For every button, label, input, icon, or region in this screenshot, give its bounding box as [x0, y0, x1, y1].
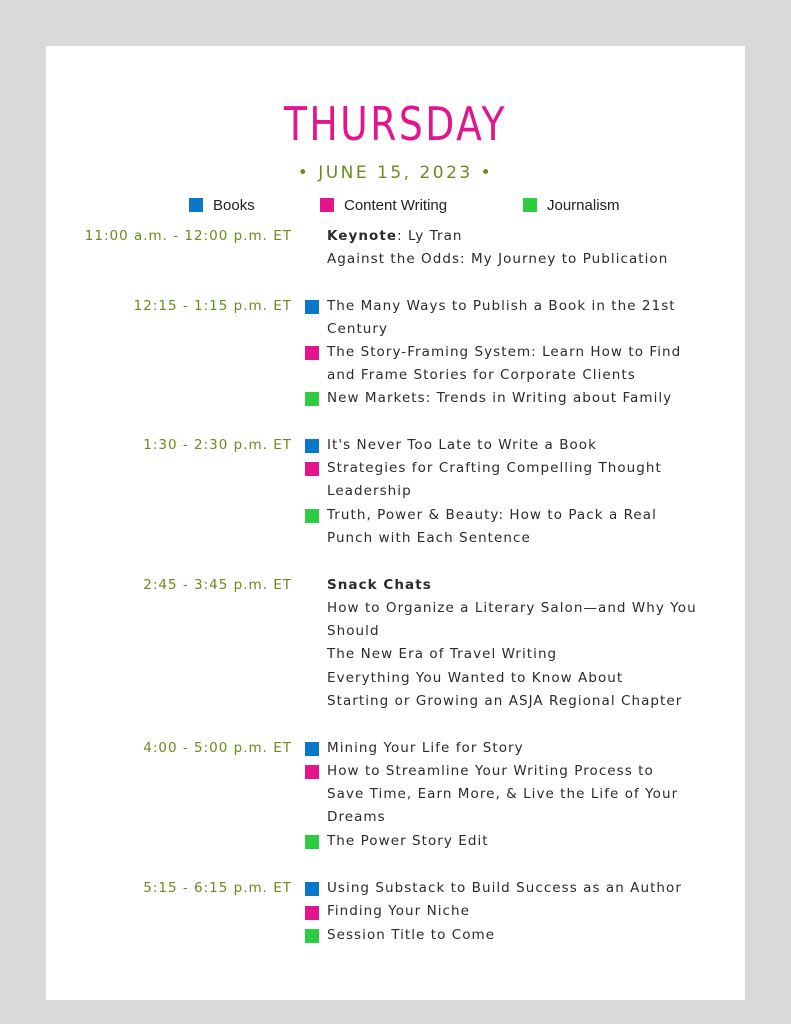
session-title: How to Streamline Your Writing Process to — [327, 763, 654, 779]
session-title: Punch with Each Sentence — [327, 530, 531, 546]
legend-content-writing — [320, 196, 447, 214]
session-title: Should — [327, 623, 380, 639]
books-color-swatch — [189, 198, 203, 212]
books-track-marker — [305, 300, 319, 314]
session-time: 4:00 - 5:00 p.m. ET — [143, 740, 292, 756]
content-writing-track-marker — [305, 765, 319, 779]
session-title: The Many Ways to Publish a Book in the 21st — [327, 298, 676, 314]
session-title: Truth, Power & Beauty: How to Pack a Real — [327, 507, 657, 523]
event-date: • JUNE 15, 2023 • — [297, 163, 494, 183]
session-time: 12:15 - 1:15 p.m. ET — [133, 298, 292, 314]
session-title: Save Time, Earn More, & Live the Life of Your — [327, 786, 679, 802]
journalism-track-marker — [305, 509, 319, 523]
session-title: Dreams — [327, 809, 386, 825]
journalism-track-marker — [305, 392, 319, 406]
session-title: Strategies for Crafting Compelling Thought — [327, 460, 662, 476]
session-title: How to Organize a Literary Salon—and Why You — [327, 600, 697, 616]
books-track-marker — [305, 742, 319, 756]
legend-label: Journalism — [547, 196, 620, 214]
legend-books — [189, 196, 255, 214]
content-writing-track-marker — [305, 346, 319, 360]
legend-journalism — [523, 196, 620, 214]
journalism-track-marker — [305, 835, 319, 849]
session-title: and Frame Stories for Corporate Clients — [327, 367, 636, 383]
session-title: Leadership — [327, 483, 412, 499]
page-title: THURSDAY — [283, 97, 507, 151]
session-time: 5:15 - 6:15 p.m. ET — [143, 880, 292, 896]
keynote-label: Keynote — [327, 228, 398, 244]
legend-label: Books — [213, 196, 255, 214]
session-title: Mining Your Life for Story — [327, 740, 524, 756]
session-title: Session Title to Come — [327, 927, 496, 943]
keynote-speaker: : Ly Tran — [397, 228, 463, 244]
session-time: 11:00 a.m. - 12:00 p.m. ET — [84, 228, 292, 244]
session-title: Starting or Growing an ASJA Regional Chapter — [327, 693, 683, 709]
session-title: New Markets: Trends in Writing about Family — [327, 390, 673, 406]
content-writing-track-marker — [305, 462, 319, 476]
session-title: The Story-Framing System: Learn How to Find — [327, 344, 682, 360]
books-track-marker — [305, 882, 319, 896]
session-title: Century — [327, 321, 389, 337]
legend-label: Content Writing — [344, 196, 448, 214]
session-title: Finding Your Niche — [327, 903, 470, 919]
session-title: The New Era of Travel Writing — [327, 646, 558, 662]
session-title: Using Substack to Build Success as an Author — [327, 880, 682, 896]
content-writing-track-marker — [305, 906, 319, 920]
snack-chats-heading: Snack Chats — [327, 577, 432, 593]
session-title: Against the Odds: My Journey to Publication — [327, 251, 669, 267]
content-writing-color-swatch — [320, 198, 334, 212]
session-title: Everything You Wanted to Know About — [327, 670, 624, 686]
session-title: It's Never Too Late to Write a Book — [327, 437, 597, 453]
journalism-color-swatch — [523, 198, 537, 212]
session-time: 1:30 - 2:30 p.m. ET — [143, 437, 292, 453]
session-time: 2:45 - 3:45 p.m. ET — [143, 577, 292, 593]
keynote-line — [327, 225, 463, 248]
session-title: The Power Story Edit — [327, 833, 489, 849]
journalism-track-marker — [305, 929, 319, 943]
books-track-marker — [305, 439, 319, 453]
